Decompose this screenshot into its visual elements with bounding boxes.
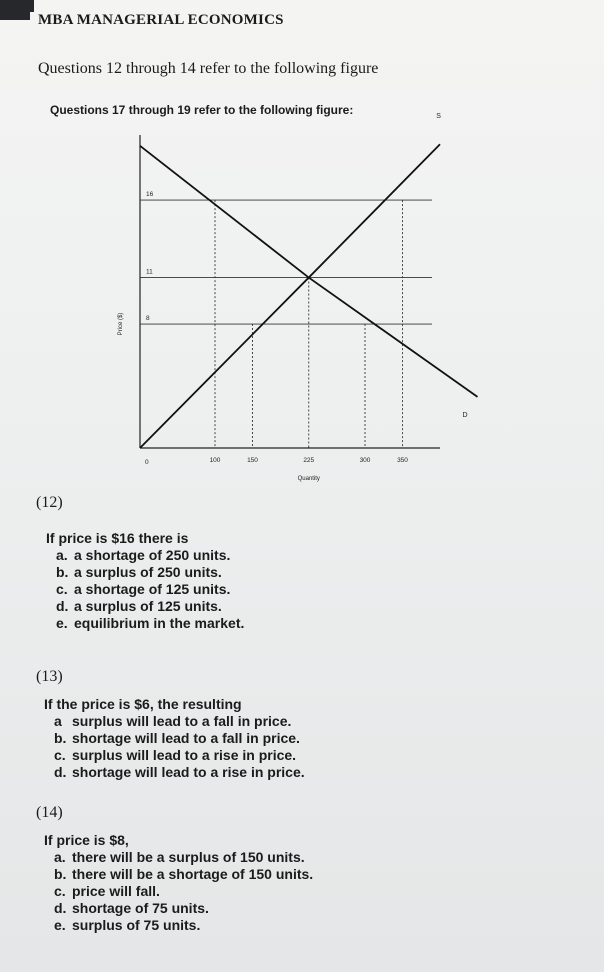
document-title: MBA MANAGERIAL ECONOMICS: [38, 12, 284, 28]
answer-option[interactable]: b. shortage will lead to a fall in price.: [54, 730, 300, 746]
answer-option[interactable]: d. a surplus of 125 units.: [56, 598, 222, 614]
quantity-axis-label: Quantity: [297, 476, 320, 482]
answer-option[interactable]: d. shortage will lead to a rise in price.: [54, 764, 305, 780]
question-13: [44, 696, 305, 781]
quantity-tick-label: 225: [303, 457, 315, 464]
question-12: [46, 530, 244, 632]
quantity-tick-label: 150: [247, 457, 258, 464]
price-tick-label: 8: [146, 315, 150, 323]
question-prompt: If price is $16 there is: [46, 530, 189, 546]
answer-option[interactable]: a. there will be a surplus of 150 units.: [54, 849, 305, 865]
intro-text: Questions 12 through 14 refer to the following figure: [38, 60, 379, 77]
price-tick-label: 16: [146, 191, 154, 199]
demand-label: D: [462, 412, 468, 420]
supply-label: S: [436, 112, 441, 120]
answer-option[interactable]: b. a surplus of 250 units.: [56, 564, 222, 580]
answer-option[interactable]: c. a shortage of 125 units.: [56, 581, 231, 597]
question-14: [44, 832, 313, 934]
supply-curve: [140, 144, 440, 448]
question-number-12: (12): [36, 494, 63, 511]
origin-label: 0: [145, 459, 149, 466]
quantity-tick-label: 300: [359, 457, 371, 464]
answer-option[interactable]: b. there will be a shortage of 150 units.: [54, 866, 314, 882]
question-number-13: (13): [36, 668, 63, 685]
page-corner-mark-tab: [28, 0, 34, 12]
price-axis-label: Price ($): [118, 312, 124, 336]
answer-option[interactable]: e. surplus of 75 units.: [54, 917, 201, 933]
question-number-14: (14): [36, 804, 63, 821]
price-tick-label: 11: [146, 268, 153, 276]
answer-option[interactable]: c. surplus will lead to a rise in price.: [54, 747, 297, 763]
quantity-tick-label: 100: [209, 457, 221, 464]
quantity-tick-label: 350: [397, 457, 408, 464]
answer-option[interactable]: a. a shortage of 250 units.: [56, 547, 231, 563]
answer-option[interactable]: d. shortage of 75 units.: [54, 900, 209, 916]
supply-demand-chart: [100, 112, 480, 500]
answer-option[interactable]: e. equilibrium in the market.: [56, 615, 245, 631]
question-prompt: If price is $8,: [44, 832, 129, 848]
figure-caption: Questions 17 through 19 refer to the following figure:: [50, 103, 354, 117]
answer-option[interactable]: c. price will fall.: [54, 883, 160, 899]
question-prompt: If the price is $6, the resulting: [44, 696, 242, 712]
answer-option[interactable]: a surplus will lead to a fall in price.: [54, 713, 292, 729]
page-corner-mark: [0, 0, 30, 20]
